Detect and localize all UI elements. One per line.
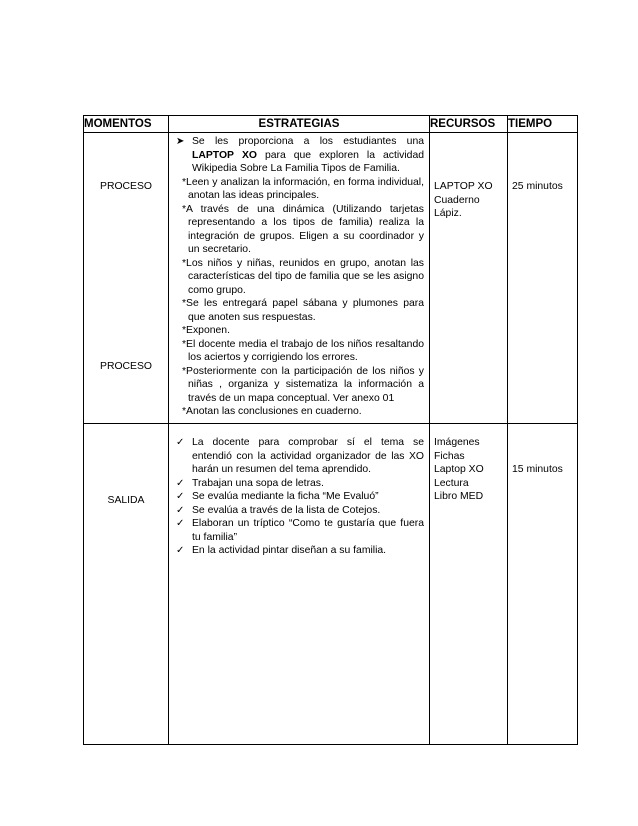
recurso-item: Laptop XO bbox=[434, 464, 484, 475]
recurso-item: LAPTOP XO bbox=[434, 181, 493, 192]
estrategias-cell-salida bbox=[169, 424, 430, 745]
recurso-item: Cuaderno bbox=[434, 194, 480, 206]
momento-proceso-label-1: PROCESO bbox=[100, 181, 152, 192]
header-estrategias: ESTRATEGIAS bbox=[169, 116, 430, 133]
list-item bbox=[174, 544, 424, 558]
header-tiempo: TIEMPO bbox=[508, 116, 578, 133]
intro-text-start: Se les proporciona a los estudiantes una bbox=[192, 136, 424, 147]
recurso-item: Imágenes bbox=[434, 437, 480, 448]
momento-cell-proceso bbox=[84, 133, 169, 424]
tiempo-proceso: 25 minutos bbox=[512, 181, 563, 192]
tiempo-cell-salida bbox=[508, 424, 578, 745]
intro-text-end: para que exploren la actividad Wikipedia Sobre La Familia Tipos de Familia. bbox=[192, 149, 424, 174]
recursos-cell-proceso bbox=[430, 133, 508, 424]
arrow-bullet-icon: ➤ bbox=[176, 136, 185, 147]
intro-bold-xo: XO bbox=[241, 149, 257, 161]
list-item-text: Elaboran un tríptico “Como te gustaría que fuera tu familia” bbox=[192, 518, 424, 543]
recurso-item: Fichas bbox=[434, 450, 465, 462]
estrategias-cell-proceso bbox=[169, 133, 430, 424]
list-item bbox=[174, 517, 424, 544]
intro-bold-laptop: LAPTOP bbox=[192, 149, 234, 161]
momento-proceso-label-2: PROCESO bbox=[100, 361, 152, 372]
list-item: *Se les entregará papel sábana y plumones para que anoten sus respuestas. bbox=[182, 298, 424, 323]
check-icon: ✓ bbox=[176, 491, 185, 502]
recursos-cell-salida bbox=[430, 424, 508, 745]
list-item bbox=[174, 436, 424, 477]
momento-salida-label: SALIDA bbox=[107, 495, 145, 506]
salida-row bbox=[84, 424, 578, 745]
recurso-item: Lápiz. bbox=[434, 208, 462, 219]
list-item: *Posteriormente con la participación de los niños y niñas , organiza y sistematiza la información a través de un mapa conceptual. Ver anexo 01 bbox=[182, 365, 424, 404]
list-item: *Anotan las conclusiones en cuaderno. bbox=[182, 406, 362, 417]
tiempo-salida: 15 minutos bbox=[512, 464, 563, 475]
tiempo-cell-proceso bbox=[508, 133, 578, 424]
list-item: *Exponen. bbox=[182, 325, 230, 336]
list-item-text: La docente para comprobar sí el tema se entendió con la actividad organizador de las XO harán un resumen del tema aprendido. bbox=[192, 437, 424, 475]
header-momentos: MOMENTOS bbox=[84, 116, 169, 133]
proceso-row bbox=[84, 133, 578, 424]
list-item bbox=[174, 504, 424, 518]
header-recursos: RECURSOS bbox=[430, 116, 508, 133]
check-icon: ✓ bbox=[176, 518, 185, 529]
list-item: *Los niños y niñas, reunidos en grupo, anotan las características del tipo de familia que se les asigno como grupo. bbox=[182, 257, 424, 296]
check-icon: ✓ bbox=[176, 437, 185, 448]
list-item bbox=[174, 490, 424, 504]
list-item: *El docente media el trabajo de los niños resaltando los aciertos y corrigiendo los errores. bbox=[182, 338, 424, 363]
list-item: *Leen y analizan la información, en forma individual, anotan las ideas principales. bbox=[182, 176, 424, 201]
momento-cell-salida bbox=[84, 424, 169, 745]
list-item-text: Trabajan una sopa de letras. bbox=[192, 477, 324, 489]
list-item bbox=[174, 477, 424, 491]
check-icon: ✓ bbox=[176, 545, 185, 556]
list-item bbox=[174, 135, 424, 176]
list-item-text: Se evalúa a través de la lista de Cotejos. bbox=[192, 504, 381, 516]
check-icon: ✓ bbox=[176, 504, 185, 516]
recurso-item: Libro MED bbox=[434, 491, 484, 502]
check-icon: ✓ bbox=[176, 477, 185, 489]
list-item-text: Se evalúa mediante la ficha “Me Evaluó” bbox=[192, 491, 379, 502]
list-item-text: En la actividad pintar diseñan a su familia. bbox=[192, 545, 387, 556]
list-item: *A través de una dinámica (Utilizando tarjetas representando a los tipos de familia) realiza la integración de grupos. Eligen a su coordinador y un secretario. bbox=[182, 203, 424, 255]
recurso-item: Lectura bbox=[434, 477, 469, 489]
header-row bbox=[84, 116, 578, 133]
lesson-plan-table bbox=[83, 115, 578, 745]
